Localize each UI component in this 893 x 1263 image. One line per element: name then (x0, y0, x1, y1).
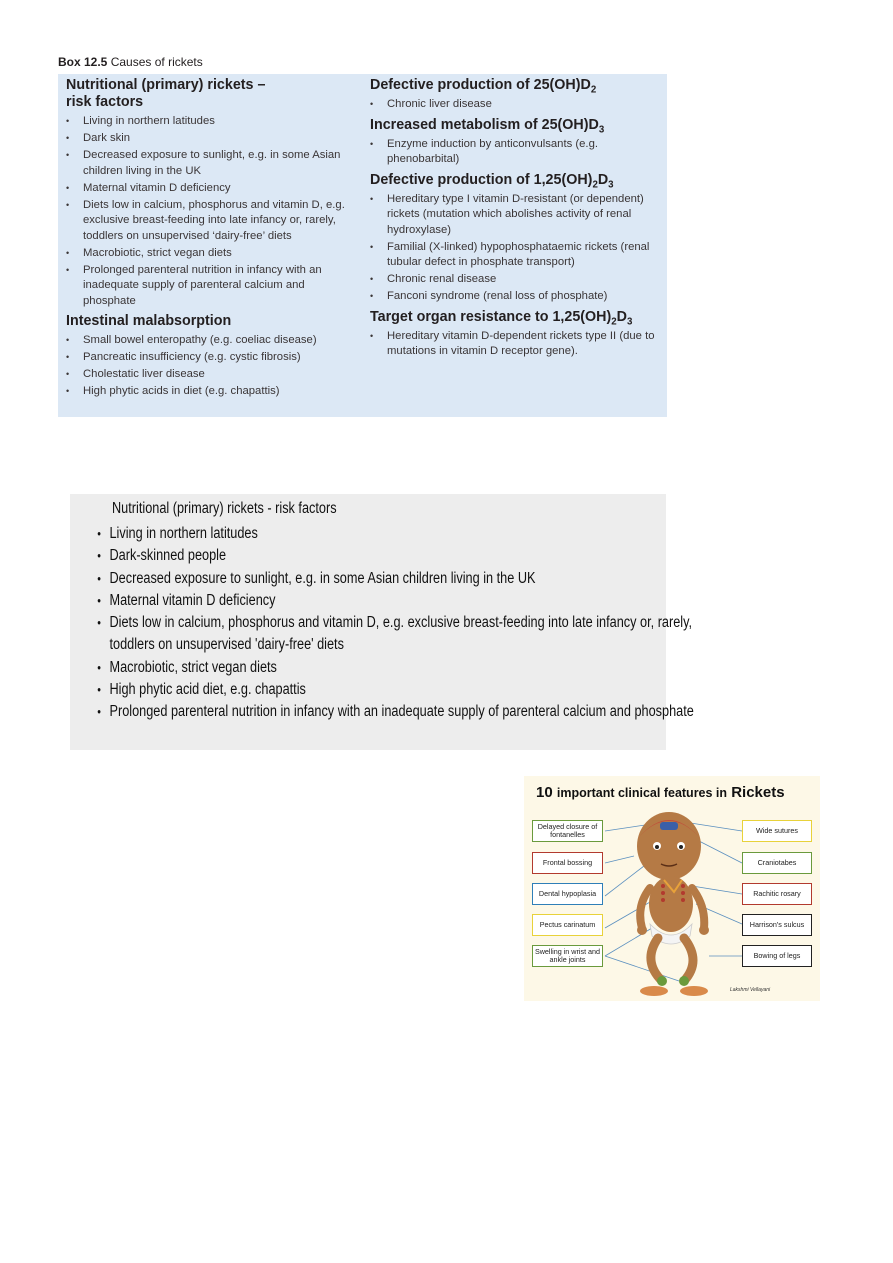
list-item: • Small bowel enteropathy (e.g. coeliac disease) (66, 333, 358, 349)
defective-125oh-heading: Defective production of $1,25(OH)_2D_3$ (370, 171, 614, 190)
list-item: • Cholestatic liver disease (66, 367, 358, 383)
label-dental-hypoplasia: Dental hypoplasia (532, 883, 603, 905)
list-item: ● Macrobiotic, strict vegan diets (98, 657, 590, 679)
increased-metabolism-list (370, 137, 662, 168)
list-item: • Chronic liver disease (370, 97, 662, 113)
list-item: • Living in northern latitudes (66, 114, 358, 130)
causes-of-rickets-box (58, 74, 667, 417)
increased-metabolism-heading: Increased metabolism of $25(OH)D_3$ (370, 116, 605, 135)
label-bowing-of-legs: Bowing of legs (742, 945, 812, 967)
list-item: • Dark skin (66, 131, 358, 147)
box-title: Causes of rickets (110, 55, 203, 69)
box-right-column (370, 77, 662, 361)
grey-box-title: Nutritional (primary) rickets - risk factors (112, 500, 337, 517)
box-caption (58, 55, 203, 69)
list-item: ● Decreased exposure to sunlight, e.g. in some Asian children living in the UK (98, 568, 590, 590)
list-item: • Hereditary type I vitamin D-resistant (or dependent) rickets (mutation which abolishes activity of renal hydroxylase) (370, 192, 662, 239)
target-organ-heading: Target organ resistance to $1,25(OH)_2D_3$ (370, 308, 633, 327)
target-organ-list (370, 329, 662, 360)
list-item: • Decreased exposure to sunlight, e.g. in some Asian children living in the UK (66, 148, 358, 179)
malabsorption-heading: Intestinal malabsorption (66, 313, 232, 329)
label-wide-sutures: Wide sutures (742, 820, 812, 842)
list-item: • Diets low in calcium, phosphorus and vitamin D, e.g. exclusive breast-feeding into late infancy or, rarely, toddlers on unsupervised ‘dairy-free’ diets (66, 198, 358, 245)
label-frontal-bossing: Frontal bossing (532, 852, 603, 874)
list-item: • Chronic renal disease (370, 272, 662, 288)
infographic-title: 10 important clinical features in Rickets (536, 784, 785, 801)
list-item: • Pancreatic insufficiency (e.g. cystic fibrosis) (66, 350, 358, 366)
list-item: • Familial (X-linked) hypophosphataemic rickets (renal tubular defect in phosphate transport) (370, 240, 662, 271)
clinical-features-infographic (524, 776, 820, 1001)
malabsorption-list (66, 333, 358, 400)
risk-factors-grey-box (70, 494, 694, 750)
label-delayed-closure: Delayed closure of fontanelles (532, 820, 603, 842)
list-item: • Fanconi syndrome (renal loss of phosphate) (370, 289, 662, 305)
label-craniotabes: Craniotabes (742, 852, 812, 874)
list-item: • Hereditary vitamin D-dependent rickets type II (due to mutations in vitamin D receptor gene). (370, 329, 662, 360)
nutritional-heading-line1: Nutritional (primary) rickets – (66, 77, 266, 93)
list-item: • Prolonged parenteral nutrition in infancy with an inadequate supply of parenteral calcium and phosphate (66, 263, 358, 310)
list-item: ● Diets low in calcium, phosphorus and vitamin D, e.g. exclusive breast-feeding into late infancy or, rarely, (98, 612, 590, 634)
list-item: ● Maternal vitamin D deficiency (98, 590, 590, 612)
list-item: • Macrobiotic, strict vegan diets (66, 246, 358, 262)
box-number: Box 12.5 (58, 55, 108, 69)
artist-signature: Lakshmi Vellayani (730, 987, 771, 993)
defective-25oh-list (370, 97, 662, 113)
nutritional-heading (66, 77, 358, 111)
label-rachitic-rosary: Rachitic rosary (742, 883, 812, 905)
list-item: • Enzyme induction by anticonvulsants (e.g. phenobarbital) (370, 137, 662, 168)
list-item: • High phytic acids in diet (e.g. chapattis) (66, 384, 358, 400)
defective-25oh-heading: Defective production of $25(OH)D_2$ (370, 77, 597, 96)
list-item: • Maternal vitamin D deficiency (66, 181, 358, 197)
label-pectus-carinatum: Pectus carinatum (532, 914, 603, 936)
defective-125oh-list (370, 192, 662, 305)
list-item-continuation: toddlers on unsupervised 'dairy-free' diets (109, 636, 344, 654)
list-item: ● Prolonged parenteral nutrition in infancy with an inadequate supply of parenteral calcium and phosphate (98, 701, 590, 723)
box-left-column (66, 77, 358, 401)
nutritional-list (66, 114, 358, 309)
list-item: ● Dark-skinned people (98, 545, 590, 567)
list-item: ● High phytic acid diet, e.g. chapattis (98, 679, 590, 701)
list-item: ● Living in northern latitudes (98, 523, 590, 545)
grey-box-list (98, 523, 698, 724)
label-harrisons-sulcus: Harrison's sulcus (742, 914, 812, 936)
label-swelling-wrist-ankle: Swelling in wrist and ankle joints (532, 945, 603, 967)
nutritional-heading-line2: risk factors (66, 94, 144, 110)
